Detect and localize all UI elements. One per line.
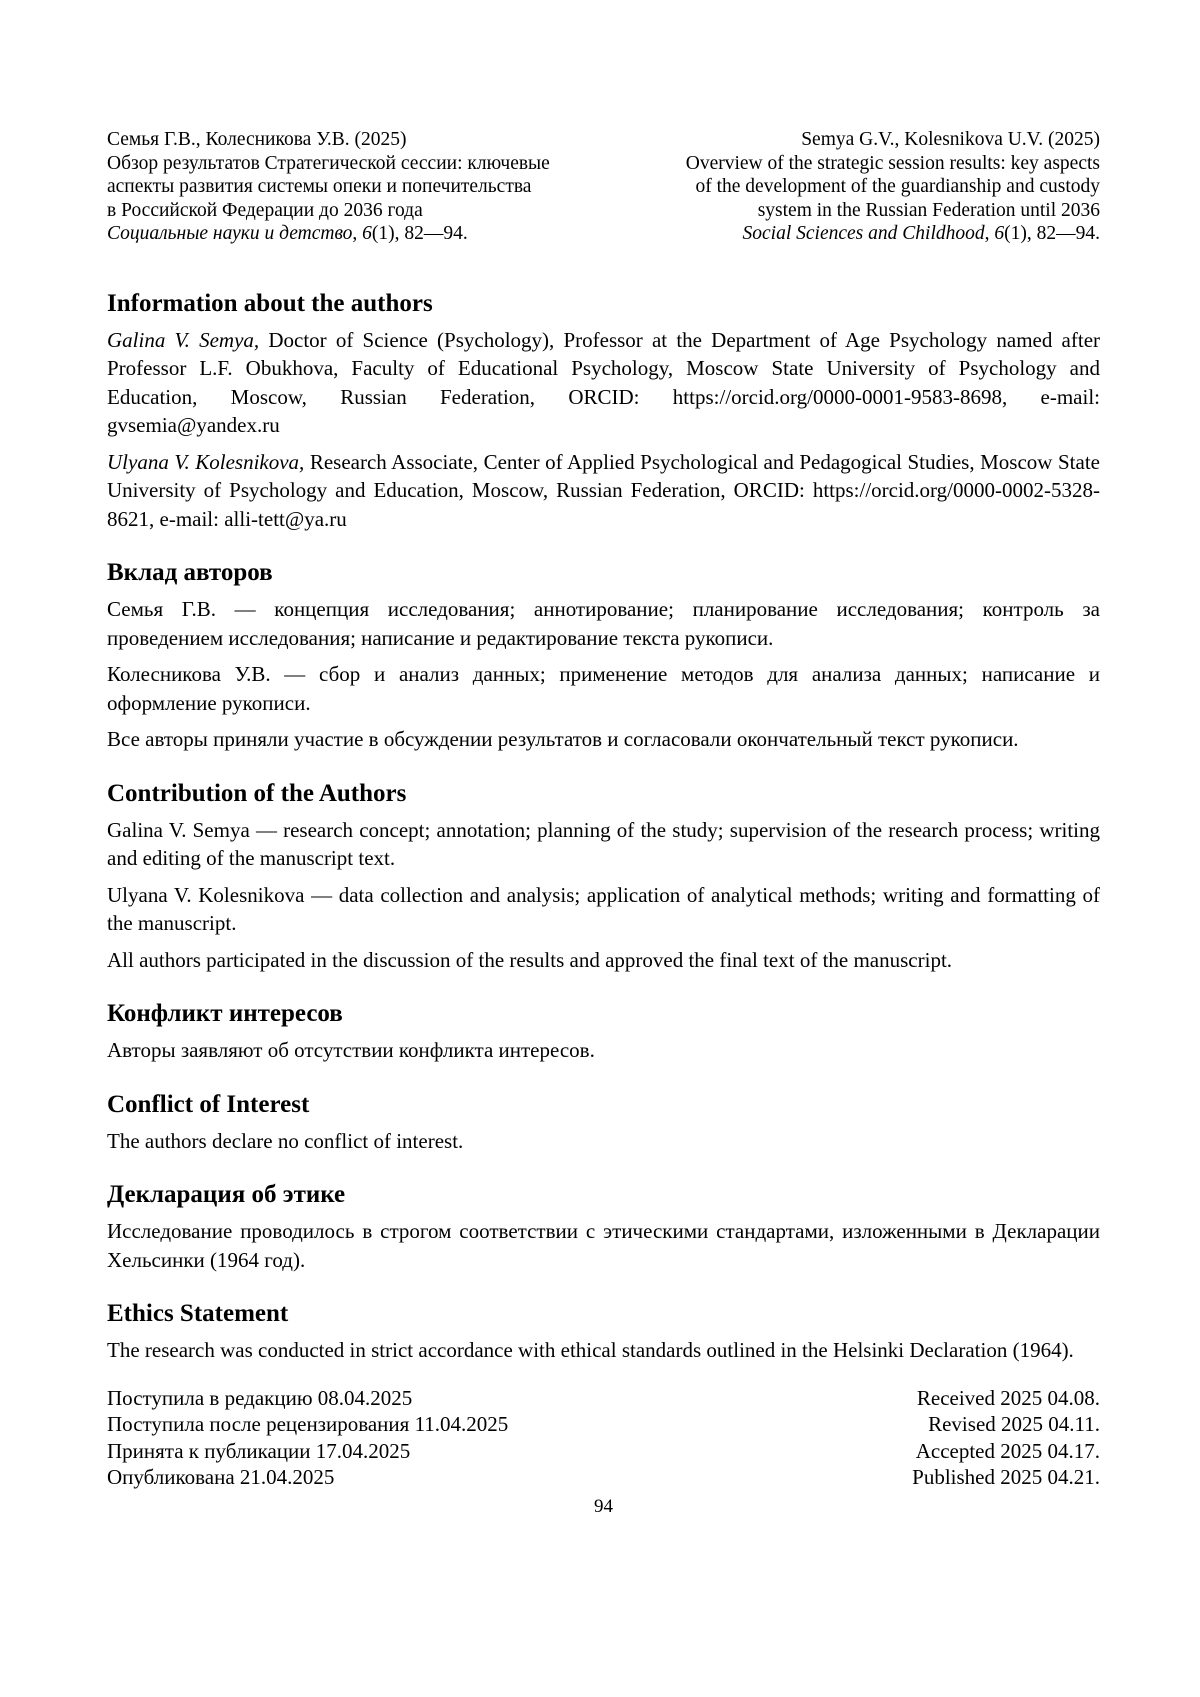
section-conflict-en: [107, 1090, 1100, 1156]
journal-title-en: Social Sciences and Childhood: [742, 223, 985, 244]
citation-separator: ,: [352, 223, 363, 244]
date-en: Published 2025 04.21.: [912, 1465, 1100, 1489]
author-bio-text: Research Associate, Center of Applied Psychological and Pedagogical Studies, Moscow State University of Psychology and Education, Moscow, Russian Federation, ORCID: https://orcid.org/0000-0002-5328-8621, e-mail: alli-tett@ya.ru: [107, 449, 1100, 531]
date-ru: Поступила после рецензирования 11.04.2025: [107, 1412, 509, 1436]
page-number: 94: [594, 1495, 613, 1517]
date-en: Accepted 2025 04.17.: [915, 1438, 1100, 1463]
paragraph: Авторы заявляют об отсутствии конфликта интересов.: [107, 1038, 595, 1062]
citation-line: system in the Russian Federation until 2036: [757, 199, 1100, 221]
author-bio-text: Doctor of Science (Psychology), Professor at the Department of Age Psychology named after Professor L.F. Obukhova, Faculty of Educational Psychology, Moscow State University of Psychology and Education, Moscow, Russian Federation, ORCID: https://orcid.org/0000-0001-9583-8698, e-mail: gvsemia@yandex.ru: [107, 327, 1101, 437]
date-ru: Поступила в редакцию 08.04.2025: [107, 1385, 413, 1410]
citation-line: of the development of the guardianship and custody: [695, 176, 1100, 197]
dates-row: [107, 1438, 1100, 1465]
section-title: Вклад авторов: [107, 559, 273, 586]
section-contribution-en: [107, 779, 1100, 975]
paragraph: Все авторы приняли участие в обсуждении результатов и согласовали окончательный текст рукописи.: [107, 727, 1019, 751]
section-title: Ethics Statement: [107, 1300, 289, 1327]
section-ethics-en: [107, 1299, 1100, 1365]
paragraph: The authors declare no conflict of interest.: [107, 1128, 464, 1153]
paragraph: Колесникова У.В. — сбор и анализ данных; применение методов для анализа данных; написание и оформление рукописи.: [107, 662, 1100, 715]
section-ethics-ru: [107, 1180, 1100, 1274]
citation-header: [107, 128, 1100, 246]
citation-journal-line: [107, 222, 550, 246]
citation-en: [686, 128, 1100, 246]
paragraph: Семья Г.В. — концепция исследования; аннотирование; планирование исследования; контроль за проведением исследования; написание и редактирование текста рукописи.: [107, 597, 1100, 650]
section-title: Information about the authors: [107, 289, 433, 317]
section-contribution-ru: [107, 558, 1100, 754]
citation-journal-line: [686, 222, 1100, 246]
journal-title-ru: Социальные науки и детство: [107, 223, 353, 244]
citation-ru: [107, 128, 550, 246]
citation-line: в Российской Федерации до 2036 года: [107, 199, 423, 221]
volume-number: 6: [362, 223, 372, 244]
author-name: Galina V. Semya,: [107, 327, 260, 352]
date-en: Received 2025 04.08.: [916, 1385, 1100, 1410]
date-ru: Принята к публикации 17.04.2025: [107, 1438, 411, 1463]
citation-line: Overview of the strategic session results: key aspects: [685, 152, 1100, 174]
citation-pages: (1), 82—94.: [1004, 223, 1100, 244]
paragraph: Galina V. Semya — research concept; annotation; planning of the study; supervision of the research process; writing and editing of the manuscript text.: [107, 817, 1100, 870]
citation-line: Обзор результатов Стратегической сессии: ключевые: [107, 152, 550, 174]
citation-line: Семья Г.В., Колесникова У.В. (2025): [107, 129, 407, 150]
dates-row: [107, 1411, 1100, 1438]
section-title: Contribution of the Authors: [107, 779, 407, 807]
section-info-authors: [107, 289, 1100, 534]
dates-block: [107, 1385, 1100, 1491]
paragraph: Ulyana V. Kolesnikova — data collection and analysis; application of analytical methods; writing and formatting of the manuscript.: [107, 882, 1100, 935]
author-name: Ulyana V. Kolesnikova,: [107, 449, 305, 474]
section-title: Conflict of Interest: [107, 1090, 310, 1118]
dates-row: [107, 1385, 1100, 1412]
date-ru: Опубликована 21.04.2025: [107, 1465, 335, 1489]
author-bio-paragraph: [107, 326, 1100, 440]
section-title: Декларация об этике: [107, 1181, 346, 1208]
volume-number: 6: [994, 223, 1005, 244]
citation-line: аспекты развития системы опеки и попечительства: [107, 176, 532, 197]
citation-line: Semya G.V., Kolesnikova U.V. (2025): [801, 129, 1100, 150]
date-en: Revised 2025 04.11.: [928, 1412, 1100, 1436]
section-title: Конфликт интересов: [107, 1000, 343, 1027]
paragraph: The research was conducted in strict accordance with ethical standards outlined in the Helsinki Declaration (1964).: [107, 1338, 1074, 1362]
paragraph: All authors participated in the discussion of the results and approved the final text of the manuscript.: [107, 947, 953, 972]
citation-separator: ,: [984, 223, 995, 244]
paragraph: Исследование проводилось в строгом соответствии с этическими стандартами, изложенными в Декларации Хельсинки (1964 год).: [107, 1219, 1100, 1272]
dates-row: [107, 1464, 1100, 1491]
citation-pages: (1), 82—94.: [371, 223, 468, 244]
author-bio-paragraph: [107, 448, 1100, 534]
section-conflict-ru: [107, 999, 1100, 1065]
